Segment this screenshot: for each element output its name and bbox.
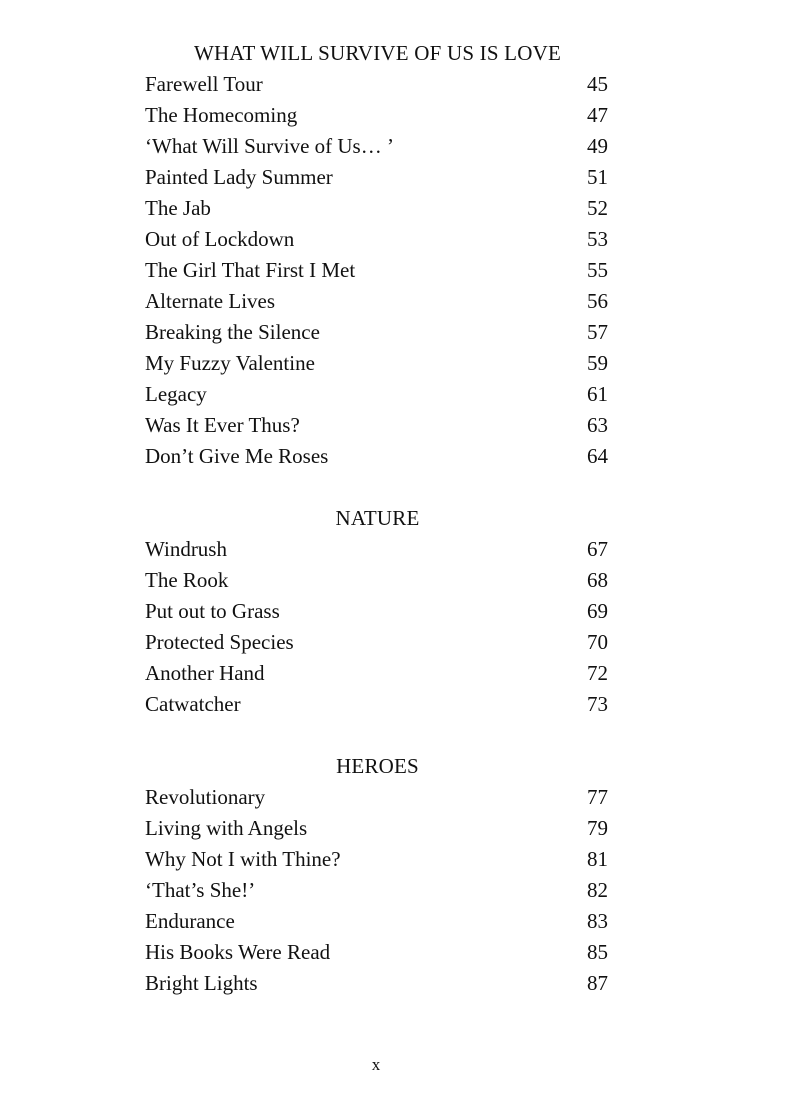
toc-entry <box>145 968 610 999</box>
section-title: NATURE <box>335 506 420 530</box>
toc-entry <box>145 224 610 255</box>
entry-page-number: 73 <box>587 692 608 716</box>
entry-title: Living with Angels <box>145 816 308 840</box>
entry-page-number: 47 <box>587 103 608 127</box>
entry-title: The Girl That First I Met <box>145 258 356 282</box>
entry-page-number: 64 <box>587 444 608 468</box>
entry-title: Was It Ever Thus? <box>145 413 300 437</box>
toc-entry <box>145 689 610 720</box>
section-heroes <box>145 751 610 999</box>
entry-title: ‘That’s She!’ <box>145 878 256 902</box>
entry-page-number: 53 <box>587 227 608 251</box>
entry-page-number: 57 <box>587 320 608 344</box>
entry-page-number: 63 <box>587 413 608 437</box>
entry-page-number: 83 <box>587 909 608 933</box>
entry-page-number: 49 <box>587 134 608 158</box>
entry-page-number: 77 <box>587 785 608 809</box>
entry-title: Breaking the Silence <box>145 320 320 344</box>
toc-entry <box>145 69 610 100</box>
entry-title: Windrush <box>145 537 227 561</box>
entry-page-number: 51 <box>587 165 608 189</box>
toc-entry <box>145 255 610 286</box>
entry-page-number: 70 <box>587 630 608 654</box>
toc-entry <box>145 441 610 472</box>
toc-entry <box>145 534 610 565</box>
entry-title: Painted Lady Summer <box>145 165 333 189</box>
toc-entry <box>145 596 610 627</box>
section-nature <box>145 503 610 720</box>
page-folio: x <box>371 1055 381 1074</box>
entry-title: Catwatcher <box>145 692 241 716</box>
entry-title: The Rook <box>145 568 229 592</box>
entry-title: The Jab <box>145 196 211 220</box>
toc-entry <box>145 844 610 875</box>
section-title: HEROES <box>336 754 419 778</box>
entry-title: His Books Were Read <box>145 940 331 964</box>
entry-page-number: 67 <box>587 537 608 561</box>
entry-title: Why Not I with Thine? <box>145 847 341 871</box>
entry-title: Endurance <box>145 909 235 933</box>
toc-entry <box>145 379 610 410</box>
entry-page-number: 85 <box>587 940 608 964</box>
entry-title: Bright Lights <box>145 971 258 995</box>
entry-title: Alternate Lives <box>145 289 276 313</box>
entry-page-number: 56 <box>587 289 608 313</box>
entry-title: Out of Lockdown <box>145 227 295 251</box>
entry-page-number: 55 <box>587 258 608 282</box>
toc-entry <box>145 813 610 844</box>
toc-entry <box>145 348 610 379</box>
entry-page-number: 69 <box>587 599 608 623</box>
entry-page-number: 61 <box>587 382 608 406</box>
entry-page-number: 87 <box>587 971 608 995</box>
toc-entry <box>145 100 610 131</box>
toc-entry <box>145 193 610 224</box>
entry-title: Revolutionary <box>145 785 266 809</box>
entry-title: Don’t Give Me Roses <box>145 444 329 468</box>
toc-entry <box>145 162 610 193</box>
entry-title: Farewell Tour <box>145 72 263 96</box>
entry-title: The Homecoming <box>145 103 298 127</box>
entry-page-number: 79 <box>587 816 608 840</box>
entry-title: Protected Species <box>145 630 294 654</box>
toc-entry <box>145 875 610 906</box>
toc-entry <box>145 286 610 317</box>
section-title: WHAT WILL SURVIVE OF US IS LOVE <box>194 41 561 65</box>
entry-page-number: 68 <box>587 568 608 592</box>
toc-entry <box>145 410 610 441</box>
entry-page-number: 45 <box>587 72 608 96</box>
toc-entry <box>145 317 610 348</box>
section-love <box>145 38 610 472</box>
entry-page-number: 81 <box>587 847 608 871</box>
toc-entry <box>145 627 610 658</box>
entry-title: Legacy <box>145 382 207 406</box>
toc-entry <box>145 565 610 596</box>
entry-page-number: 82 <box>587 878 608 902</box>
entry-title: Another Hand <box>145 661 265 685</box>
toc-entry <box>145 131 610 162</box>
entry-page-number: 72 <box>587 661 608 685</box>
toc-entry <box>145 782 610 813</box>
toc-entry <box>145 906 610 937</box>
toc-entry <box>145 937 610 968</box>
entry-title: My Fuzzy Valentine <box>145 351 315 375</box>
toc-entry <box>145 658 610 689</box>
entry-title: Put out to Grass <box>145 599 280 623</box>
entry-title: ‘What Will Survive of Us… ’ <box>145 134 394 158</box>
entry-page-number: 59 <box>587 351 608 375</box>
entry-page-number: 52 <box>587 196 608 220</box>
